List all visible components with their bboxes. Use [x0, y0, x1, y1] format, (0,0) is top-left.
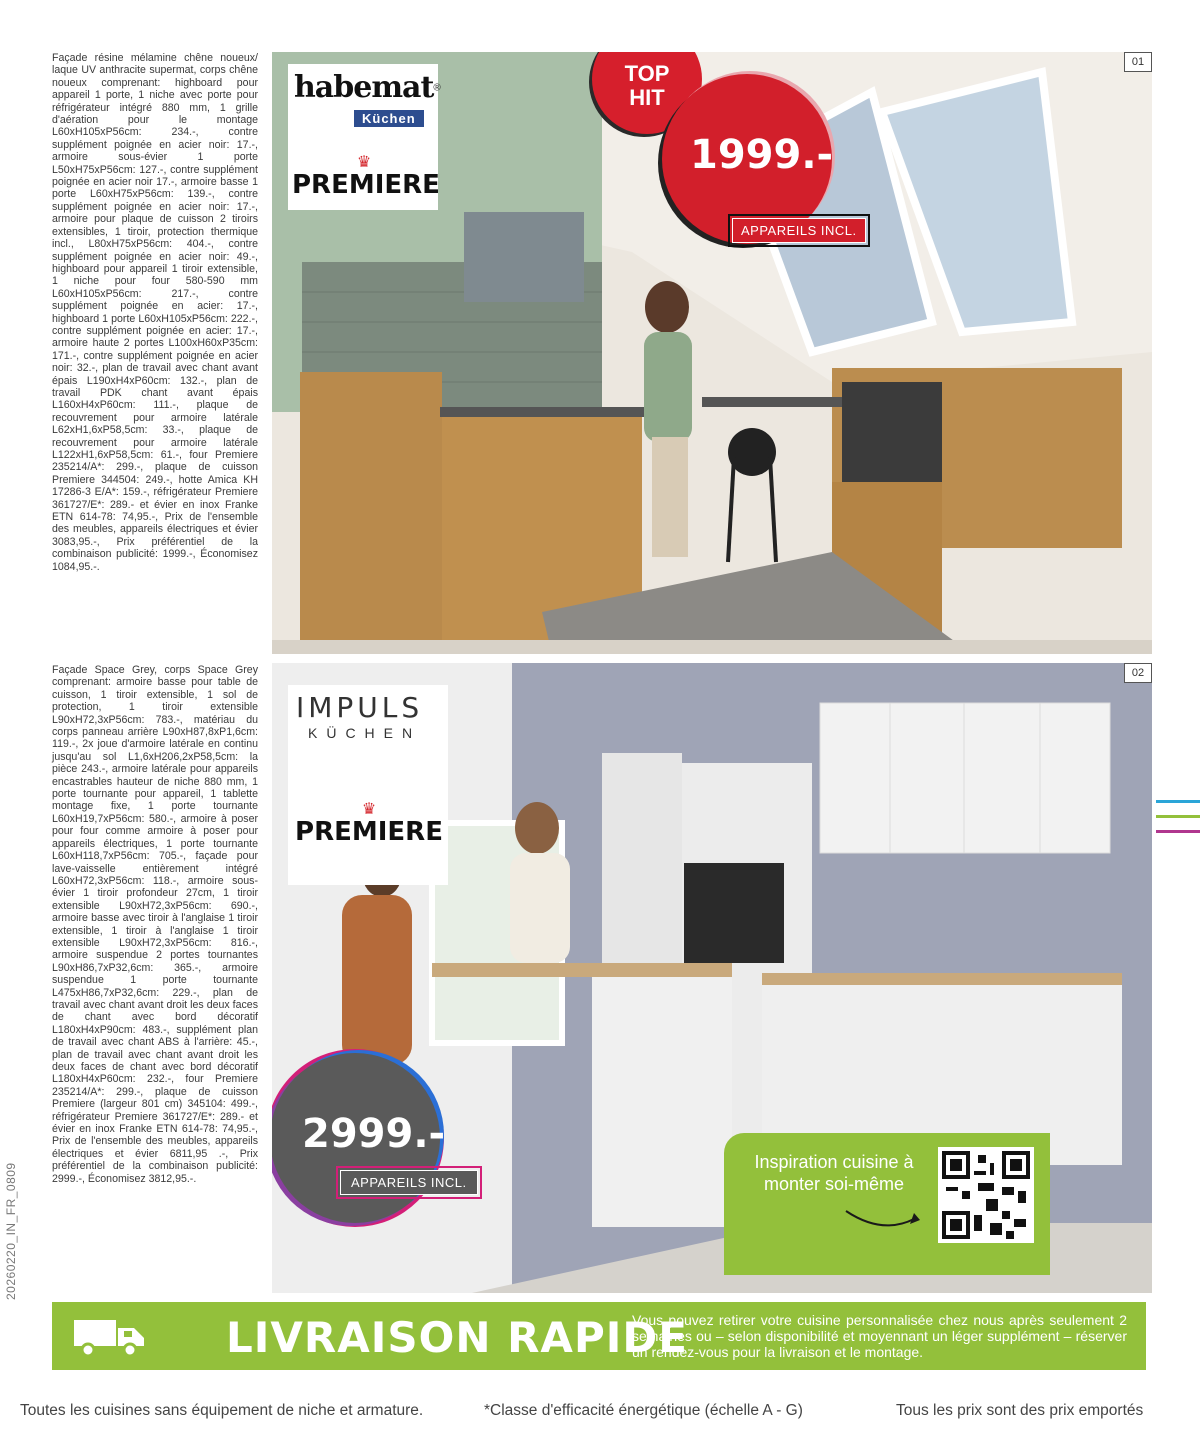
offer1-description: Façade résine mélamine chêne noueux/ laque UV anthracite supermat, corps chêne noueux comprenant: highboard pour appareil 1 porte, 1 niche avec porte pour réfrigérateur intégré 880 mm, 1 grille d'aération pour le montage L60xH105xP56cm: 234.-, contre supplément poignée en acier noir: 17.-, armoire sous-évier 1 porte L50xH75xP56cm: 127.-, contre supplément poignée en acier noir 17.-, armoire basse 1 porte L60xH75xP56cm: 139.-, contre supplément poignée en acier noir: 17.-, armoire pour plaque de cuisson 2 tiroirs extensibles, 1 tiroir, protection thermique incl., L80xH75xP56cm: 404.-, contre supplément poignée en acier noir: 49.-, highboard pour appareil 1 tiroir extensible, 1 niche pour four 580-590 mm L60xH105xP56cm: 217.-, contre supplément poignée en acier: 17.-, highboard 1 porte L60xH105xP56cm: 222.-, contre supplément poignée en acier: 17.-, armoire haute 2 portes L100xH60xP35cm: 171.-, contre supplément poignée en acier noir: 32.-, plan de travail avec chant avant épais L190xH4xP60cm: 132.-, plan de travail PDK chant avant épais L160xH4xP60cm: 111.-, plaque de recouvrement pour armoire latérale L62xH1,6xP58,5cm: 33.-, plaque de recouvrement pour armoire latérale L122xH1,6xP58,5cm: 61.-, four Premiere 235214/A*: 299.-, plaque de cuisson Premiere 344504: 249.-, hotte Amica KH 17286-3 E/A*: 159.-, réfrigérateur Premiere 361727/E*: 289.- et évier en inox Franke ETN 614-78: 74,95.-, Prix de l'ensemble des meubles, appareils électriques et évier 3083,95.-, Prix préférentiel de la combinaison publicité: 1999.-, Économisez 1084,95.-. — [52, 52, 258, 573]
inspiration-box[interactable] — [724, 1133, 1050, 1275]
habemat-wordmark: habemat — [294, 70, 434, 105]
footer-center: *Classe d'efficacité énergétique (échelle A - G) — [484, 1402, 803, 1419]
top-hit-hit: HIT — [629, 85, 665, 110]
crown-icon: ♛ — [356, 154, 372, 171]
price-1: 1999.- — [690, 132, 834, 178]
price-2: 2999.- — [302, 1111, 446, 1157]
impuls-kuchen: KÜCHEN — [308, 725, 422, 741]
premiere-logo-2 — [292, 803, 446, 847]
side-code: 20260220_IN_FR_0809 — [4, 1162, 18, 1300]
offer2-description: Façade Space Grey, corps Space Grey comprenant: armoire basse pour table de cuisson, 1 tiroir extensible, 1 sol de protection, 1 tiroir extensible L90xH72,3xP56cm: 783.-, matériau du corps panneau arrière L90xH87,8xP1,6cm: 119.-, 2x joue d'armoire latérale en continu jusqu'au sol L1,6xH206,2xP58,5cm: la pièce 243.-, armoire latérale pour appareils encastrables hauteur de niche 880 mm, 1 porte tournante pour appareil, 1 tablette montage fixe, 1 porte tournante L60xH19,7xP56cm: 580.-, armoire à poser pour four comme armoire à poser pour appareils électriques, 1 porte tournante L60xH118,7xP56cm: 705.-, façade pour lave-vaisselle entièrement intégré L60xH72,3xP56cm: 118.-, armoire sous-évier 1 tiroir profondeur 27cm, 1 tiroir extensible L90xH72,3xP56cm: 690.-, armoire basse avec tiroir à l'anglaise 1 tiroir extensible, 1 tiroir à l'anglaise 1 tiroir extensible L90xH72,3xP56cm: 816.-, armoire suspendue 2 portes tournantes L90xH86,7xP32,6cm: 365.-, armoire suspendue 1 porte tournante L475xH86,7xP32,6cm: 229.-, plan de travail avec chant avant droit les deux faces de chant avec bord décoratif L180xH4xP90cm: 483.-, supplément plan de travail avec chant ABS à l'arrière: 45.-, plan de travail avec chant avant droit les deux faces de chant avec bord décoratif L180xH4xP60cm: 232.-, four Premiere 235214/A*: 299.-, plaque de cuisson Premiere (largeur 801 cm) 345104: 499.-, réfrigérateur Premiere 361727/E*: 289.- et évier en inox Franke ETN 614-78: 74,95.-, Prix de l'ensemble des meubles, appareils électriques et évier 6811,95 .-, Prix préférentiel de la combinaison publicité: 2999.-, Économisez 3812,95.-. — [52, 664, 258, 1185]
truck-icon — [72, 1316, 148, 1358]
kitchen-photo-2 — [272, 663, 1152, 1293]
habemat-kuchen-tag: Küchen — [354, 110, 424, 127]
registered-mark: ® — [433, 82, 441, 94]
premiere-wordmark-2: PREMIERE — [295, 817, 443, 847]
top-hit-top: TOP — [624, 61, 670, 86]
appliances-included-1: APPAREILS INCL. — [732, 218, 866, 243]
qr-code-graphic — [942, 1151, 1030, 1239]
offer2-number: 02 — [1124, 663, 1152, 683]
banner-text: Vous pouvez retirer votre cuisine personnalisée chez nous après seulement 2 semaines ou – selon disponibilité et moyennant un léger supplément – réserver un rendez-vous pour la livraison et le montage. — [632, 1312, 1127, 1360]
price-badge-2 — [272, 1053, 446, 1223]
delivery-banner — [52, 1302, 1146, 1370]
qr-code-icon[interactable] — [938, 1147, 1034, 1243]
appliances-included-2: APPAREILS INCL. — [340, 1170, 478, 1195]
premiere-wordmark-1: PREMIERE — [292, 170, 440, 200]
premiere-logo-1 — [292, 154, 440, 200]
banner-title: LIVRAISON RAPIDE — [226, 1313, 688, 1362]
offer2-brand-box — [288, 685, 448, 885]
habemat-logo — [294, 70, 441, 132]
footer-right: Tous les prix sont des prix emportés — [896, 1402, 1144, 1419]
impuls-wordmark: IMPULS — [296, 691, 424, 724]
offer1-number: 01 — [1124, 52, 1152, 72]
crown-icon: ♛ — [361, 801, 377, 818]
arrow-icon — [842, 1205, 922, 1233]
kitchen-photo-1 — [272, 52, 1152, 654]
side-color-lines — [1156, 800, 1200, 845]
inspiration-text: Inspiration cuisine à monter soi-même — [754, 1152, 914, 1194]
offer1-brand-box — [288, 64, 441, 210]
footer-left: Toutes les cuisines sans équipement de niche et armature. — [20, 1402, 424, 1419]
